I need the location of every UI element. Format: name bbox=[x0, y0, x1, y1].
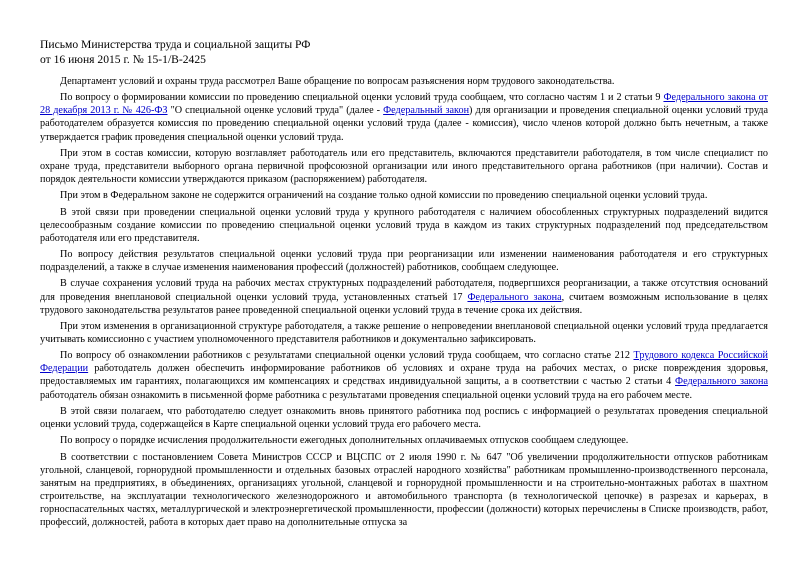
paragraph-text: В соответствии с постановлением Совета Министров СССР и ВЦСПС от 2 июля 1990 г. № 647 "Об увеличении продолжительности отпусков работникам угольной, сланцевой, горнорудной промышленности и отдельных базовых отраслей народного хозяйства" работникам промышленно-производственного персонала, занятым на предприятиях, в объединениях, организациях угольной, сланцевой и горнорудной промышленности и на строительно-монтажных работах в шахтном строительстве, на эксплуатации технологического железнодорожного и автомобильного транспорта (в технологической цепочке) в разрезах и карьерах, в горноспасательных частях, металлургической и электроэнергетической промышленности, профессии (должности) которых перечислены в Списке производств, работ, профессий, должностей, работа в которых дает право на дополнительные отпуска за bbox=[40, 451, 768, 528]
paragraph-text: Департамент условий и охраны труда рассмотрел Ваше обращение по вопросам разъяснения норм трудового законодательства. bbox=[60, 76, 615, 87]
paragraph-text: При этом в состав комиссии, которую возглавляет работодатель или его представитель, включаются представители работодателя, в том числе специалист по охране труда, представители выборного органа первичной профсоюзной организации или иного представительного органа работников (при наличии). Состав и порядок деятельности комиссии утверждаются приказом (распоряжением) работодателя. bbox=[40, 147, 768, 186]
legal-reference-link[interactable]: Федерального закона bbox=[675, 376, 768, 388]
body-paragraph bbox=[40, 189, 768, 202]
paragraph-text: работодатель должен обеспечить информирование работников об условиях и охране труда на рабочих местах, о риске повреждения здоровья, предоставляемых им гарантиях, полагающихся им компенсациях и средствах индивидуальной защиты, а в соответствии с частью 2 статьи 4 bbox=[40, 363, 768, 388]
paragraph-text: , считаем возможным использование в целях трудового законодательства результатов ранее проведенной специальной оценки условий труда в течение срока их действия. bbox=[40, 291, 769, 316]
paragraph-text: По вопросу действия результатов специальной оценки условий труда при реорганизации или изменении наименования работодателя и его структурных подразделений, а также в случае изменения наименования профессий (должностей) работников, сообщаем следующее. bbox=[40, 249, 768, 274]
legal-reference-link[interactable]: Трудового кодекса Российской Федерации bbox=[40, 350, 768, 375]
paragraph-text: "О специальной оценке условий труда" (далее - bbox=[167, 105, 384, 117]
body-paragraph bbox=[40, 75, 768, 88]
letter-title: Письмо Министерства труда и социальной защиты РФ bbox=[40, 38, 311, 51]
paragraph-text: В этой связи полагаем, что работодателю следует ознакомить вновь принятого работника под роспись с информацией о результатах проведения специальной оценки условий труда, содержащейся в Карте специальной оценки условий труда его рабочего места. bbox=[40, 405, 768, 430]
body-paragraph bbox=[40, 248, 768, 274]
paragraph-text: По вопросу о формировании комиссии по проведению специальной оценки условий труда сообщаем, что согласно частям 1 и 2 статьи 9 bbox=[60, 92, 664, 104]
body-paragraph bbox=[40, 434, 768, 447]
letter-date-number: от 16 июня 2015 г. № 15-1/В-2425 bbox=[40, 53, 206, 66]
paragraph-text: По вопросу об ознакомлении работников с результатами специальной оценки условий труда сообщаем, что согласно статье 212 bbox=[60, 350, 634, 362]
document-page bbox=[40, 37, 768, 532]
body-paragraph bbox=[40, 349, 768, 401]
legal-reference-link[interactable]: Федеральный закон bbox=[383, 105, 470, 117]
paragraph-text: В этой связи при проведении специальной оценки условий труда у крупного работодателя с наличием обособленных структурных подразделений видится целесообразным создание комиссии по проведению специальной оценки условий труда в каждом из таких структурных подразделений под председательством работодателя или его представителя. bbox=[40, 206, 768, 244]
paragraph-text: работодатель обязан ознакомить в письменной форме работника с результатами проведения специальной оценки условий труда на его рабочем месте. bbox=[40, 389, 693, 401]
paragraph-text: В случае сохранения условий труда на рабочих местах структурных подразделений работодателя, подвергшихся реорганизации, а также отсутствия оснований для проведения внеплановой специальной оценки условий труда, установленных статьей 17 bbox=[40, 278, 768, 303]
paragraph-text: При этом изменения в организационной структуре работодателя, а также решение о непроведении внеплановой специальной оценки условий труда предлагается учитывать комиссионно с участием уполномоченного представителя работников и документально зафиксировать. bbox=[40, 320, 768, 345]
paragraph-text: При этом в Федеральном законе не содержится ограничений на создание только одной комиссии по проведению специальной оценки условий труда. bbox=[60, 190, 708, 202]
body-paragraph bbox=[40, 91, 768, 143]
document-body bbox=[40, 75, 768, 529]
body-paragraph bbox=[40, 451, 768, 530]
paragraph-text: По вопросу о порядке исчисления продолжительности ежегодных дополнительных оплачиваемых отпусков сообщаем следующее. bbox=[60, 435, 629, 447]
body-paragraph bbox=[40, 320, 768, 346]
legal-reference-link[interactable]: Федерального закона bbox=[467, 291, 562, 303]
paragraph-text: ) для организации и проведения специальной оценки условий труда работодателем образуется комиссия по проведению специальной оценки условий труда (далее - комиссия), число членов которой должно быть нечетным, а также утверждается график проведения специальной оценки условий труда. bbox=[40, 105, 768, 143]
body-paragraph bbox=[40, 277, 768, 316]
body-paragraph bbox=[40, 405, 768, 431]
legal-reference-link[interactable]: Федерального закона от 28 декабря 2013 г. № 426-ФЗ bbox=[40, 92, 768, 117]
body-paragraph bbox=[40, 206, 768, 245]
document-header bbox=[40, 37, 768, 67]
body-paragraph bbox=[40, 147, 768, 186]
